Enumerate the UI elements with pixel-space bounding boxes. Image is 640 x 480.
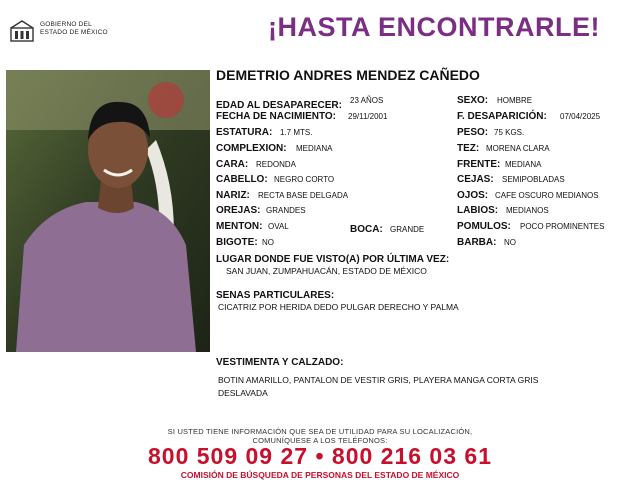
field-label: CARA:: [216, 159, 249, 170]
field-label: ESTATURA:: [216, 127, 273, 138]
field-label: BARBA:: [457, 237, 497, 248]
field-label: CABELLO:: [216, 174, 268, 185]
field-label: POMULOS:: [457, 221, 511, 232]
field-value: REDONDA: [256, 160, 297, 169]
marks-value: CICATRIZ POR HERIDA DEDO PULGAR DERECHO Y PALMA: [218, 302, 459, 312]
field-value: 07/04/2025: [560, 112, 601, 121]
government-logo: [6, 18, 126, 46]
field-label: PESO:: [457, 127, 489, 138]
field-label: OJOS:: [457, 190, 489, 201]
field-label-boca: BOCA:: [350, 224, 383, 235]
headline: ¡HASTA ENCONTRARLE!: [268, 12, 600, 42]
commission-name: COMISIÓN DE BÚSQUEDA DE PERSONAS DEL ESTADO DE MÉXICO: [180, 470, 460, 480]
field-value: RECTA BASE DELGADA: [258, 191, 349, 200]
last-seen-label: LUGAR DONDE FUE VISTO(A) POR ÚLTIMA VEZ:: [216, 254, 450, 265]
field-label: TEZ:: [457, 143, 480, 154]
logo-line-2: ESTADO DE MÉXICO: [40, 29, 108, 36]
logo-line-1: GOBIERNO DEL: [40, 21, 92, 28]
field-label: CEJAS:: [457, 174, 494, 185]
field-value-boca: GRANDE: [390, 225, 425, 234]
field-value: 29/11/2001: [348, 112, 388, 121]
person-name: DEMETRIO ANDRES MENDEZ CAÑEDO: [216, 67, 480, 83]
field-label: LABIOS:: [457, 205, 499, 216]
field-value: MEDIANA: [296, 144, 333, 153]
phone-numbers: 800 509 09 27 • 800 216 03 61: [147, 443, 492, 469]
field-value: MORENA CLARA: [486, 144, 550, 153]
clothing-line-2: DESLAVADA: [218, 388, 268, 398]
field-value: MEDIANOS: [506, 206, 549, 215]
last-seen-value: SAN JUAN, ZUMPAHUACÁN, ESTADO DE MÉXICO: [226, 266, 427, 276]
clothing-line-1: BOTIN AMARILLO, PANTALON DE VESTIR GRIS, PLAYERA MANGA CORTA GRIS: [218, 375, 539, 385]
field-label: FRENTE:: [457, 159, 501, 170]
field-label: BIGOTE:: [216, 237, 258, 248]
field-label: SEXO:: [457, 95, 489, 106]
field-value: SEMIPOBLADAS: [502, 175, 565, 184]
field-value: POCO PROMINENTES: [520, 222, 605, 231]
field-value: NO: [504, 238, 516, 247]
field-value: 75 KGS.: [494, 128, 525, 137]
field-label: F. DESAPARICIÓN:: [457, 111, 547, 122]
field-value: 23 AÑOS: [350, 96, 384, 105]
notice-line-2: COMUNÍQUESE A LOS TELÉFONOS:: [252, 436, 388, 445]
field-value: CAFE OSCURO MEDIANOS: [495, 191, 599, 200]
field-value: OVAL: [268, 222, 289, 231]
clothing-label: VESTIMENTA Y CALZADO:: [216, 357, 344, 368]
field-value: NEGRO CORTO: [274, 175, 335, 184]
field-value: MEDIANA: [505, 160, 542, 169]
field-value: GRANDES: [266, 206, 306, 215]
photo-illustration: [6, 70, 210, 352]
missing-person-photo: [6, 70, 210, 352]
notice-line-1: SI USTED TIENE INFORMACIÓN QUE SEA DE UTILIDAD PARA SU LOCALIZACIÓN,: [167, 427, 473, 436]
field-label: EDAD AL DESAPARECER:: [216, 100, 342, 111]
field-label: OREJAS:: [216, 205, 261, 216]
field-value: 1.7 MTS.: [280, 128, 313, 137]
field-value: HOMBRE: [497, 96, 533, 105]
field-value: NO: [262, 238, 274, 247]
field-label: FECHA DE NACIMIENTO:: [216, 111, 336, 122]
field-label: NARIZ:: [216, 190, 250, 201]
field-label: MENTON:: [216, 221, 263, 232]
field-label: COMPLEXION:: [216, 143, 287, 154]
marks-label: SENAS PARTICULARES:: [216, 290, 335, 301]
state-seal-icon: [8, 18, 36, 44]
